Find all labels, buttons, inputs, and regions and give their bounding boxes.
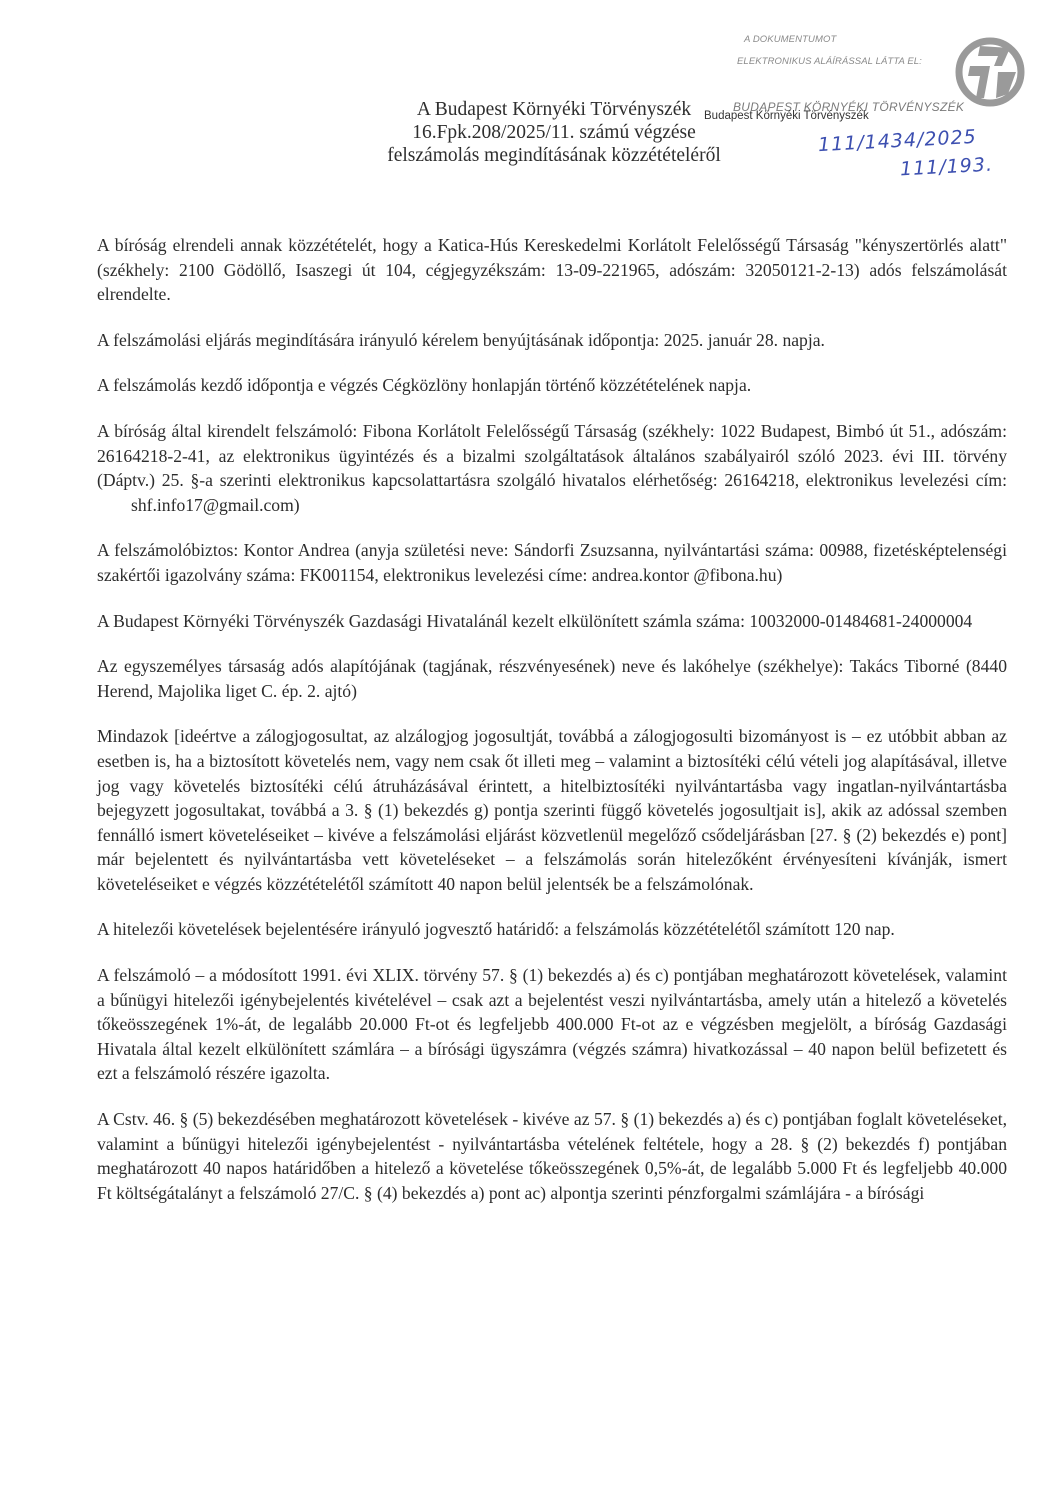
liquidator-details: A bíróság által kirendelt felszámoló: Fibona Korlátolt Felelősségű Társaság (székhely: 1022 Budapest, Bimbó út 51., adószám: 26164218-2-41, az elektronikus ügyintézés és a bizalmi szolgáltatások általános szabályairól szóló 2023. évi III. törvény (Dáptv.) 25. §-a szerinti elektronikus kapcsolattartásra szolgáló hivatalos elérhetőség: 26164218, elektronikus levelezési cím: (97, 420, 1007, 491)
paragraph-commissioner: A felszámolóbiztos: Kontor Andrea (anyja születési neve: Sándorfi Zsuzsanna, nyilvántartási száma: 00988, fizetésképtelenségi szakértői igazolvány száma: FK001154, elektronikus levelezési címe: andrea.kontor @fibona.hu) (97, 540, 1007, 585)
paragraph-cstv-claims: A Cstv. 46. § (5) bekezdésében meghatározott követelések - kivéve az 57. § (1) bekezdés a) és c) pontjában foglalt követeléseket, valamint a bűnügyi hitelezői igénybejelentést - nyilvántartásba vételének feltétele, hogy a 28. § (2) bekezdés f) pontjában meghatározott 40 napos határidőben a hitelező a követelése tőkeösszegének 0,5%-át, de legalább 5.000 Ft és legfeljebb 40.000 Ft költségátalányt a felszámoló 27/C. § (4) bekezdés a) pont ac) alpontja szerinti pénzforgalmi számlájára - a bírósági (97, 1109, 1007, 1203)
title-case-number: 16.Fpk.208/2025/11. számú végzése (412, 122, 696, 143)
handwritten-registry-number: 111/1434/2025 (817, 125, 978, 157)
paragraph-creditor-claims: Mindazok [ideértve a zálogjogosultat, az alzálogjog jogosultját, továbbá a zálogjogosulti bizományost is – ez utóbbit abban az esetben is, ha a biztosított követelés nem, vagy nem csak őt illeti meg – valamint a biztosítéki célú vételi jog alapításával, illetve jog vagy követelés biztosítéki célú átruházásával érintett, a hitelbiztosítéki nyilvántartásba vagy ingatlan-nyilvántartásba bejegyzett jogosultakat, továbbá a 3. § (1) bekezdés g) pontja szerinti függő követelés jogosultjait is], akik az adóssal szemben fennálló ismert követeléseiket – kivéve a felszámolási eljárást közvetlenül megelőző csődeljárásban [27. § (2) bekezdés e) pont] már bejelentett és nyilvántartásba vett követeléseket – a felszámolás során hitelezőként érvényesíteni kívánják, ismert követeléseiket e végzés közzétételétől számított 40 napon belül jelentsék be a felszámolónak. (97, 726, 1007, 894)
court-emblem-icon (954, 36, 1026, 108)
title-court: A Budapest Környéki Törvényszék (416, 99, 692, 120)
handwritten-registry-subnumber: 111/193. (899, 153, 994, 181)
title-subject: felszámolás megindításának közzétételéről (387, 145, 721, 166)
paragraph-start-date: A felszámolás kezdő időpontja e végzés Cégközlöny honlapján történő közzétételének napja. (97, 375, 752, 396)
stamp-caption-line2: ELEKTRONIKUS ALÁÍRÁSSAL LÁTTA EL: (737, 56, 922, 67)
document-title (320, 98, 788, 167)
paragraph-liquidator (97, 419, 1007, 517)
paragraph-order: A bíróság elrendeli annak közzétételét, hogy a Katica-Hús Kereskedelmi Korlátolt Felelősségű Társaság "kényszertörlés alatt" (székhely: 2100 Gödöllő, Isaszegi út 104, cégjegyzékszám: 13-09-221965, adószám: 32050121-2-13) adós felszámolását elrendelte. (97, 235, 1007, 305)
paragraph-founder: Az egyszemélyes társaság adós alapítójának (tagjának, részvényesének) neve és lakóhelye (székhelye): Takács Tiborné (8440 Herend, Majolika liget C. ép. 2. ajtó) (97, 656, 1007, 701)
stamp-court-name: Budapest Környéki Törvényszék (704, 110, 869, 122)
paragraph-account-number: A Budapest Környéki Törvényszék Gazdasági Hivatalánál kezelt elkülönített számla száma: 10032000-01484681-24000004 (97, 610, 973, 631)
stamp-court-name-italic: BUDAPEST KÖRNYÉKI TÖRVÉNYSZÉK (733, 100, 965, 114)
paragraph-request-date: A felszámolási eljárás megindítására irányuló kérelem benyújtásának időpontja: 2025. január 28. napja. (97, 329, 825, 350)
liquidator-email-link[interactable]: shf.info17@gmail.com) (131, 494, 300, 515)
paragraph-deadline: A hitelezői követelések bejelentésére irányuló jogvesztő határidő: a felszámolás közzétételétől számított 120 nap. (97, 919, 895, 940)
paragraph-registration-fee: A felszámoló – a módosított 1991. évi XLIX. törvény 57. § (1) bekezdés a) és c) pontjában meghatározott követelések, valamint a bűnügyi hitelezői igénybejelentés kivételével – csak azt a bejelentést veszi nyilvántartásba, amely után a hitelező a követelés tőkeösszegének 1%-át, de legalább 20.000 Ft-ot és legfeljebb 400.000 Ft-ot az e végzésben megjelölt, a bíróság Gazdasági Hivatala által kezelt elkülönített számlára – a bírósági ügyszámra (végzés számra) hivatkozással – 40 napon belül befizetett és ezt a felszámoló részére igazolta. (97, 965, 1007, 1084)
document-body (97, 233, 1007, 1205)
stamp-caption-line1: A DOKUMENTUMOT (744, 34, 837, 45)
